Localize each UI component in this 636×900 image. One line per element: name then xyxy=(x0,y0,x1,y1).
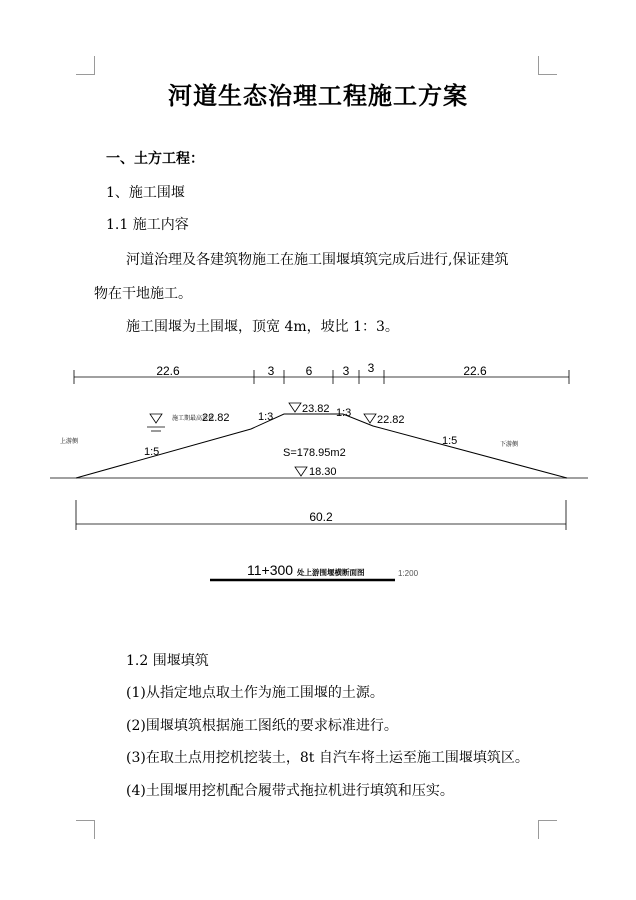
paragraph-1-line-2: 物在干地施工。 xyxy=(94,286,192,302)
paragraph-1-line-1: 河道治理及各建筑物施工在施工围堰填筑完成后进行,保证建筑 xyxy=(126,252,509,268)
downstream-side-label: 下游侧 xyxy=(500,442,519,448)
water-level-note: 施工期最高水位 xyxy=(172,416,215,422)
slope-inner-left-label: 1:3 xyxy=(258,411,274,423)
water-level-left-label: 22.82 xyxy=(202,412,230,424)
list-item: (2)围堰填筑根据施工图纸的要求标准进行。 xyxy=(126,718,398,734)
dimension-label: 22.6 xyxy=(463,364,487,378)
crest-elevation-marker xyxy=(289,403,301,412)
caption-scale: 1:200 xyxy=(398,569,419,578)
area-label: S=178.95m2 xyxy=(283,447,346,459)
document-title: 河道生态治理工程施工方案 xyxy=(168,81,468,110)
water-level-right-label: 22.82 xyxy=(377,414,405,426)
caption-station: 11+300 xyxy=(247,562,294,578)
water-level-right-marker xyxy=(364,414,376,423)
slope-inner-right-label: 1:3 xyxy=(336,407,352,419)
margin-mark-bottom-right xyxy=(538,820,557,839)
subsection-heading: 1、施工围堰 xyxy=(106,185,185,201)
margin-mark-top-left xyxy=(76,56,95,75)
list-item: (3)在取土点用挖机挖装土，8t 自汽车将土运至施工围堰填筑区。 xyxy=(126,750,529,766)
margin-mark-bottom-left xyxy=(76,820,95,839)
crest-elevation-label: 23.82 xyxy=(302,403,330,415)
base-elevation-label: 18.30 xyxy=(309,466,337,478)
item-heading-1-1: 1.1 施工内容 xyxy=(106,217,189,233)
list-item: (1)从指定地点取土作为施工围堰的土源。 xyxy=(126,685,384,701)
dimension-label: 3 xyxy=(342,364,350,378)
dimension-label: 6 xyxy=(305,364,313,378)
caption-text: 处上游围堰横断面图 xyxy=(297,568,365,577)
list-item: (4)土围堰用挖机配合履带式拖拉机进行填筑和压实。 xyxy=(126,783,454,799)
section-heading: 一、土方工程： xyxy=(106,151,204,167)
margin-mark-top-right xyxy=(538,56,557,75)
base-elevation-marker xyxy=(295,467,307,476)
water-level-left-marker xyxy=(150,414,162,423)
slope-outer-left-label: 1:5 xyxy=(144,446,160,458)
dimension-label: 22.6 xyxy=(156,364,180,378)
item-heading-1-2: 1.2 围堰填筑 xyxy=(126,653,209,669)
cofferdam-cross-section-figure xyxy=(0,350,636,600)
dimension-label: 3 xyxy=(267,364,275,378)
paragraph-2: 施工围堰为土围堰，顶宽 4m，坡比 1：3。 xyxy=(126,319,399,335)
total-width-label: 60.2 xyxy=(309,510,333,524)
upstream-side-label: 上游侧 xyxy=(60,439,79,445)
slope-outer-right-label: 1:5 xyxy=(442,435,458,447)
dimension-label: 3 xyxy=(367,361,375,375)
